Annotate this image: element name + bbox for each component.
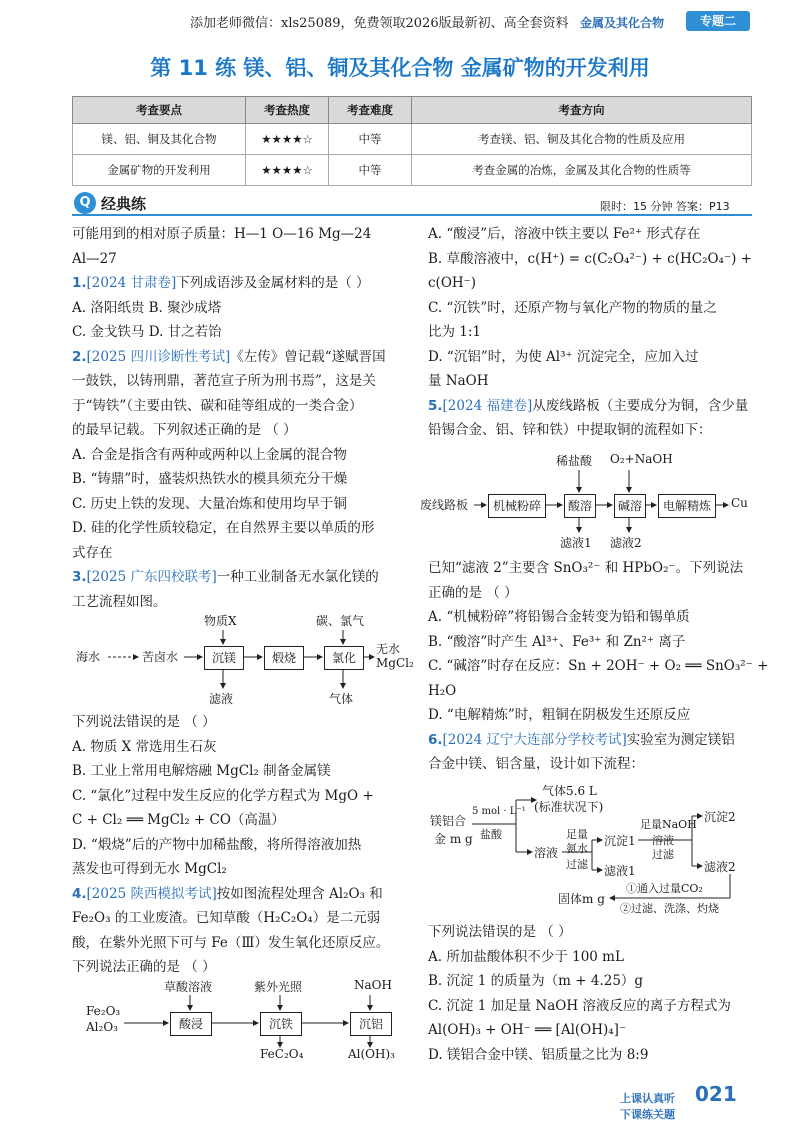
text-line: [428, 728, 758, 753]
flow-label: 过滤: [566, 858, 588, 871]
text-line: D. “沉铝”时，为使 Al³⁺ 沉淀完全，应加入过: [428, 348, 699, 365]
text-line: 蒸发也可得到无水 MgCl₂: [72, 861, 227, 877]
text-line: 比为 1:1: [428, 324, 482, 340]
chapter-label: 金属及其化合物: [580, 16, 665, 30]
page-number: 021: [695, 1082, 737, 1106]
flow-label: 镁铝合: [430, 814, 467, 828]
question-source: [2025 四川诊断性考试]: [86, 348, 231, 365]
question-source: [2025 广东四校联考]: [86, 569, 217, 585]
flow-label: 盐酸: [480, 828, 502, 841]
text-line: A. 合金是指含有两种或两种以上金属的混合物: [72, 446, 347, 463]
question-text: 从废线路板（主要成分为铜，含少量: [532, 397, 749, 414]
table-row: [73, 155, 752, 186]
flow-label: 滤液1: [560, 536, 592, 550]
flow-label: 滤液2: [610, 536, 642, 550]
flow-label: Cu: [731, 496, 748, 510]
question-number: 5.: [428, 397, 443, 414]
text-line: H₂O: [428, 682, 457, 699]
flow-label: 无水: [376, 642, 401, 656]
flow-label: (标准状况下): [534, 800, 604, 814]
flow-label: 滤液1: [604, 864, 636, 878]
flow-box: 酸浸: [170, 1012, 212, 1036]
text-line: 下列说法正确的是 （ ）: [72, 959, 216, 975]
section-q-icon: Q: [74, 192, 96, 214]
flow-label: 物质X: [204, 614, 237, 628]
flow-label: ②过滤、洗涤、灼烧: [620, 902, 719, 915]
text-line: B. 草酸溶液中，c(H⁺) = c(C₂O₄²⁻) + c(HC₂O₄⁻) +: [428, 250, 752, 267]
text-line: D. “电解精炼”时，粗铜在阴极发生还原反应: [428, 707, 691, 723]
text-line: [72, 882, 412, 907]
text-line: B. 沉淀 1 的质量为（m + 4.25）g: [428, 973, 644, 989]
text-line: 酸，在紫外光照下可与 Fe（Ⅲ）发生氧化还原反应。: [72, 934, 390, 951]
flow-label: 气体5.6 L: [542, 784, 597, 798]
text-line: 下列说法错误的是 （ ）: [72, 714, 216, 730]
text-line: Al—27: [72, 250, 117, 267]
text-line: 于“铸铁”（主要由铁、碳和硅等组成的一类合金）: [72, 397, 363, 414]
flow-diagram-copper: [420, 450, 760, 550]
flow-label: 溶液: [534, 846, 559, 860]
text-line: C. 金戈铁马 D. 甘之若饴: [72, 324, 222, 340]
left-column-block-1: [72, 222, 412, 614]
flow-label: Fe₂O₃: [86, 1004, 121, 1018]
flow-label: 苦卤水: [142, 650, 179, 664]
text-line: B. 工业上常用电解熔融 MgCl₂ 制备金属镁: [72, 763, 331, 779]
question-text: 一种工业制备无水氯化镁的: [216, 569, 379, 585]
question-text: 按如图流程处理含 Al₂O₃ 和: [216, 885, 383, 902]
section-title: 经典练: [101, 195, 147, 213]
table-header: 考查方向: [412, 97, 752, 124]
flow-diagram-mgcl2: [72, 614, 414, 710]
question-text: 实验室为测定镁铝: [626, 731, 735, 748]
right-column-block-1: [428, 222, 758, 443]
text-line: c(OH⁻): [428, 275, 477, 291]
table-cell: ★★★★☆: [246, 155, 329, 186]
text-line: 合金中镁、铝含量，设计如下流程：: [428, 756, 644, 772]
question-number: 4.: [72, 885, 87, 902]
flow-label: 碳、氯气: [316, 614, 365, 628]
text-line: [72, 565, 412, 590]
flow-label: 足量NaOH: [640, 818, 697, 831]
flow-label: 海水: [76, 650, 101, 664]
flow-box: 氯化: [324, 646, 364, 670]
flow-box: 煅烧: [264, 646, 304, 670]
flow-diagram-mgal: [420, 780, 760, 920]
text-line: B. “酸溶”时产生 Al³⁺、Fe³⁺ 和 Zn²⁺ 离子: [428, 633, 686, 650]
text-line: A. “机械粉碎”将铅锡合金转变为铅和锡单质: [428, 609, 690, 625]
flow-label: 滤液2: [704, 860, 736, 874]
text-line: 工艺流程如图。: [72, 593, 167, 610]
table-cell: 考查金属的冶炼，金属及其化合物的性质等: [412, 155, 752, 186]
flow-label: 紫外光照: [254, 980, 303, 994]
flow-box: 碱溶: [614, 494, 646, 518]
flow-box: 机械粉碎: [488, 494, 546, 518]
flow-label: 草酸溶液: [164, 980, 213, 994]
text-line: A. 物质 X 常选用生石灰: [72, 738, 217, 755]
footer-logo-line: 下课练关题: [620, 1108, 675, 1121]
question-number: 6.: [428, 731, 443, 748]
text-line: C. “沉铁”时，还原产物与氧化产物的物质的量之: [428, 299, 717, 316]
text-line: 一鼓铁，以铸刑鼎，著范宣子所为刑书焉”，这是关: [72, 373, 376, 389]
text-line: A. “酸浸”后，溶液中铁主要以 Fe²⁺ 形式存在: [428, 226, 701, 242]
question-number: 3.: [72, 569, 87, 585]
text-line: [72, 345, 412, 370]
text-line: 铅锡合金、铝、锌和铁）中提取铜的流程如下：: [428, 422, 712, 438]
text-line: D. “煅烧”后的产物中加稀盐酸，将所得溶液加热: [72, 836, 362, 853]
page-title: 第 11 练 镁、铝、铜及其化合物 金属矿物的开发利用: [150, 56, 650, 80]
table-cell: 镁、铝、铜及其化合物: [73, 124, 246, 155]
footer-logo-line: 上课认真听: [620, 1092, 675, 1105]
text-line: [428, 394, 758, 419]
footer-logo: [620, 1090, 675, 1122]
topic-tag: 专题二: [686, 11, 750, 31]
text-line: C. 历史上铁的发现、大量冶炼和使用均早于铜: [72, 495, 347, 512]
table-header: 考查要点: [73, 97, 246, 124]
table-header-row: [73, 97, 752, 124]
flow-label: ①通入过量CO₂: [626, 882, 703, 895]
flow-box: 沉铝: [350, 1012, 392, 1036]
flow-label: Al₂O₃: [86, 1020, 118, 1034]
text-line: Al(OH)₃ + OH⁻ ══ [Al(OH)₄]⁻: [428, 1022, 627, 1038]
table-cell: ★★★★☆: [246, 124, 329, 155]
table-header: 考查难度: [329, 97, 412, 124]
flow-label: 过滤: [652, 848, 674, 861]
table-cell: 中等: [329, 124, 412, 155]
text-line: 式存在: [72, 544, 113, 561]
flow-label: NaOH: [354, 978, 392, 992]
text-line: A. 所加盐酸体积不少于 100 mL: [428, 948, 624, 965]
question-number: 1.: [72, 275, 87, 291]
table-header: 考查热度: [246, 97, 329, 124]
text-line: 正确的是 （ ）: [428, 584, 518, 601]
flow-label: 滤液: [209, 692, 234, 706]
text-line: B. “铸鼎”时，盛装炽热铁水的模具须充分干燥: [72, 471, 348, 487]
flow-box: 沉铁: [260, 1012, 302, 1036]
text-line: 的最早记载。下列叙述正确的是 （ ）: [72, 422, 297, 438]
question-text: 下列成语涉及金属材料的是（ ）: [176, 275, 370, 291]
right-column-block-2: [428, 556, 769, 777]
flow-label: 沉淀1: [604, 834, 636, 848]
flow-label: 溶液: [652, 834, 674, 847]
table-cell: 金属矿物的开发利用: [73, 155, 246, 186]
text-line: C + Cl₂ ══ MgCl₂ + CO（高温）: [72, 812, 285, 828]
flow-box: 酸溶: [564, 494, 596, 518]
flow-label: 金 m g: [434, 832, 473, 846]
question-source: [2024 甘肃卷]: [86, 275, 177, 291]
text-line: 可能用到的相对原子质量：H—1 O—16 Mg—24: [72, 226, 372, 242]
flow-box: 电解精炼: [658, 494, 716, 518]
flow-label: 气体: [329, 692, 354, 706]
question-source: [2025 陕西模拟考试]: [86, 885, 217, 902]
flow-diagram-waste: [72, 978, 412, 1065]
flow-label: 沉淀2: [704, 810, 736, 824]
question-source: [2024 辽宁大连部分学校考试]: [442, 731, 627, 748]
text-line: A. 洛阳纸贵 B. 聚沙成塔: [72, 299, 222, 316]
flow-label: 稀盐酸: [556, 454, 593, 468]
right-column-block-3: [428, 920, 758, 1067]
exam-spec-table: [72, 96, 752, 186]
flow-label: 固体m g: [558, 892, 605, 906]
table-cell: 考查镁、铝、铜及其化合物的性质及应用: [412, 124, 752, 155]
flow-label: 5 mol · L⁻¹: [472, 806, 526, 817]
text-line: [72, 271, 412, 296]
flow-label: 氨水: [566, 842, 588, 855]
flow-label: 废线路板: [420, 498, 469, 512]
question-text: 《左传》曾记载“遂赋晋国: [230, 348, 386, 365]
flow-label: FeC₂O₄: [260, 1047, 304, 1061]
flow-label: MgCl₂: [376, 656, 414, 670]
question-number: 2.: [72, 348, 87, 365]
text-line: D. 硅的化学性质较稳定，在自然界主要以单质的形: [72, 520, 375, 536]
flow-label: Al(OH)₃: [348, 1047, 395, 1061]
flow-label: O₂+NaOH: [610, 452, 673, 466]
table-cell: 中等: [329, 155, 412, 186]
flow-label: 足量: [566, 828, 588, 841]
text-line: 已知“滤液 2”主要含 SnO₃²⁻ 和 HPbO₂⁻。下列说法: [428, 560, 744, 576]
text-line: C. “氯化”过程中发生反应的化学方程式为 MgO +: [72, 787, 374, 804]
question-source: [2024 福建卷]: [442, 397, 533, 414]
table-row: [73, 124, 752, 155]
text-line: D. 镁铝合金中镁、铝质量之比为 8:9: [428, 1046, 649, 1063]
text-line: C. “碱溶”时存在反应：Sn + 2OH⁻ + O₂ ══ SnO₃²⁻ +: [428, 658, 769, 674]
watermark-text: 添加老师微信：xls25089，免费领取2026版最新初、高全套资料: [190, 16, 569, 31]
left-column-block-2: [72, 710, 412, 980]
text-line: Fe₂O₃ 的工业废渣。已知草酸（H₂C₂O₄）是二元弱: [72, 910, 381, 926]
flow-box: 沉镁: [204, 646, 244, 670]
section-meta: 限时：15 分钟 答案：P13: [600, 200, 730, 213]
text-line: 下列说法错误的是 （ ）: [428, 924, 572, 940]
text-line: C. 沉淀 1 加足量 NaOH 溶液反应的离子方程式为: [428, 997, 731, 1014]
text-line: 量 NaOH: [428, 373, 489, 389]
